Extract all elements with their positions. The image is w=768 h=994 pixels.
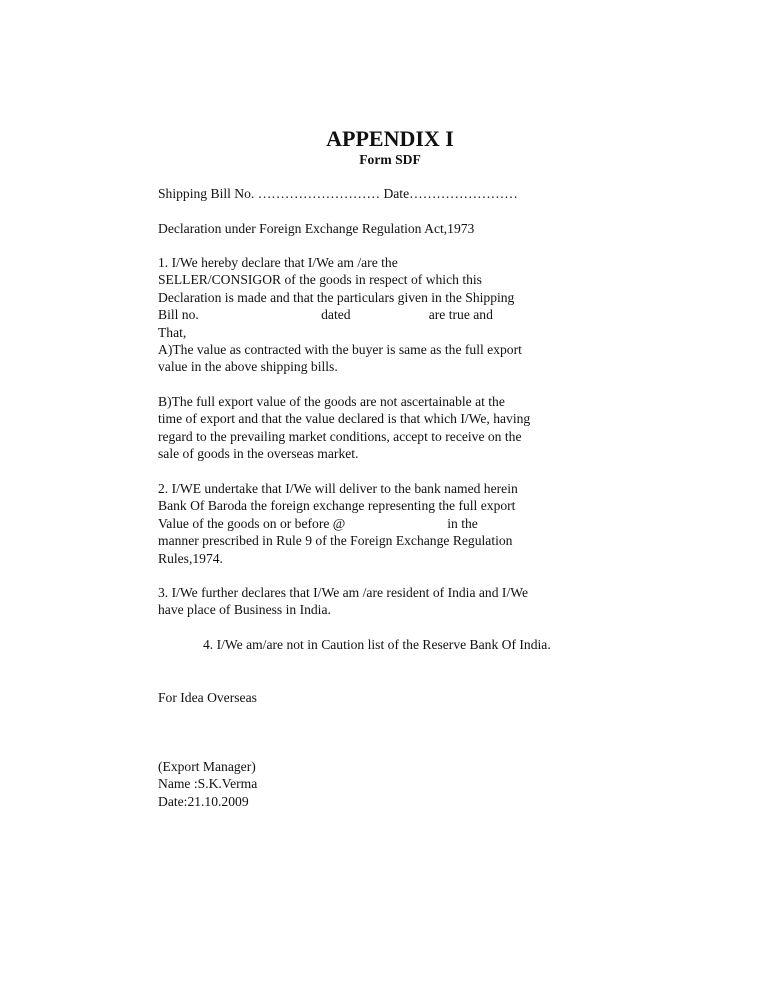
declaration-heading-text: Declaration under Foreign Exchange Regulation Act,1973 bbox=[158, 221, 475, 236]
paragraph-4 bbox=[203, 636, 551, 653]
paragraph-3 bbox=[158, 584, 528, 619]
declaration-heading bbox=[158, 220, 474, 237]
paragraph-line: Rules,1974. bbox=[158, 550, 223, 566]
paragraph-line: Declaration is made and that the particulars given in the Shipping bbox=[158, 289, 515, 305]
shipping-bill-line bbox=[158, 185, 518, 202]
company-line bbox=[158, 689, 257, 706]
paragraph-line: That, bbox=[158, 324, 187, 340]
paragraph-line: A)The value as contracted with the buyer is same as the full export bbox=[158, 341, 522, 357]
paragraph-line: sale of goods in the overseas market. bbox=[158, 446, 359, 462]
paragraph-line: have place of Business in India. bbox=[158, 602, 331, 618]
paragraph-line: Bank Of Baroda the foreign exchange representing the full export bbox=[158, 498, 516, 514]
page-title: APPENDIX I bbox=[326, 126, 454, 151]
paragraph-line: B)The full export value of the goods are not ascertainable at the bbox=[158, 394, 505, 409]
shipping-bill-text: Shipping Bill No. ……………………… Date…………………… bbox=[158, 186, 518, 201]
signature-date: Date:21.10.2009 bbox=[158, 793, 249, 809]
paragraph-line: 2. I/WE undertake that I/We will deliver to the bank named herein bbox=[158, 481, 518, 496]
company-name: For Idea Overseas bbox=[158, 690, 257, 705]
paragraph-1 bbox=[158, 254, 522, 376]
signatory-role: (Export Manager) bbox=[158, 759, 256, 774]
paragraph-line: SELLER/CONSIGOR of the goods in respect of which this bbox=[158, 272, 482, 288]
paragraph-line: time of export and that the value declared is that which I/We, having bbox=[158, 411, 531, 427]
paragraph-line: 3. I/We further declares that I/We am /are resident of India and I/We bbox=[158, 585, 528, 600]
paragraph-line: 1. I/We hereby declare that I/We am /are the bbox=[158, 255, 398, 270]
paragraph-line: 4. I/We am/are not in Caution list of the Reserve Bank Of India. bbox=[203, 637, 551, 652]
paragraph-b bbox=[158, 393, 530, 463]
paragraph-2 bbox=[158, 480, 518, 567]
paragraph-line: value in the above shipping bills. bbox=[158, 359, 338, 375]
signature-block bbox=[158, 758, 257, 810]
paragraph-line: Value of the goods on or before @ in the bbox=[158, 515, 478, 531]
form-subtitle: Form SDF bbox=[359, 152, 421, 167]
paragraph-line: manner prescribed in Rule 9 of the Foreign Exchange Regulation bbox=[158, 533, 513, 549]
signatory-name: Name :S.K.Verma bbox=[158, 776, 258, 792]
paragraph-line: regard to the prevailing market conditions, accept to receive on the bbox=[158, 428, 522, 444]
paragraph-line: Bill no. dated are true and bbox=[158, 307, 493, 323]
